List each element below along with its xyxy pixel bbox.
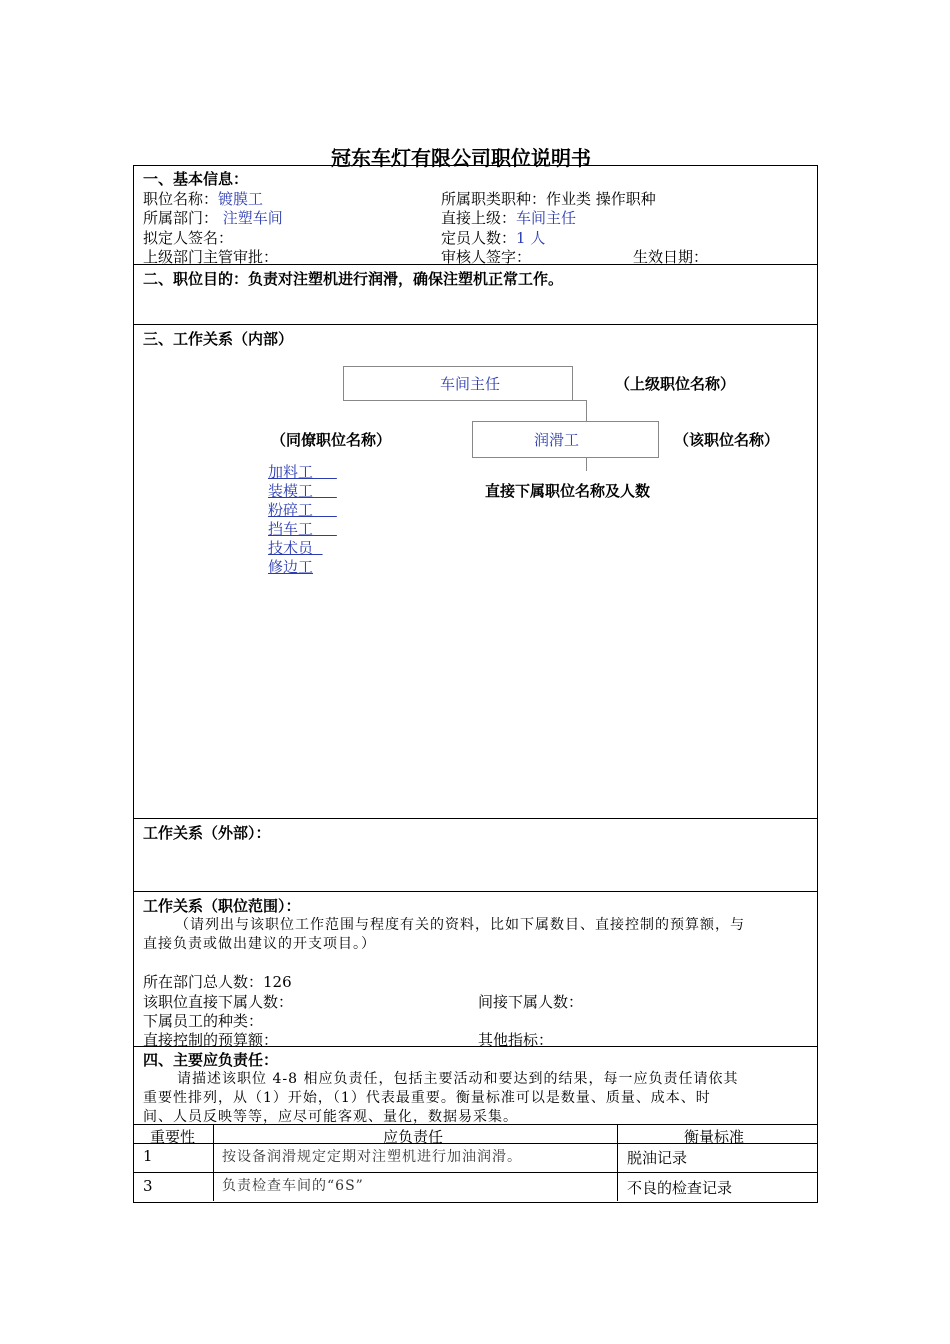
org-box-border — [572, 366, 573, 400]
department-field — [143, 207, 283, 228]
row-rank: 1 — [143, 1147, 153, 1165]
superior-value: 车间主任 — [516, 209, 577, 227]
other-label: 其他指标： — [478, 1031, 554, 1049]
scope-instruction: 直接负责或做出建议的开支项目。） — [143, 936, 376, 952]
org-box-border — [472, 421, 659, 422]
headcount-label: 定员人数： — [441, 229, 517, 247]
duties-description: 间、人员反映等等，应尽可能客观、量化，数据易采集。 — [143, 1109, 518, 1125]
org-box-border — [472, 421, 473, 458]
effective-date-label: 生效日期： — [633, 248, 709, 266]
duties-description: 请描述该职位 4-8 相应负责任，包括主要活动和要达到的结果，每一应负责任请依其 — [177, 1071, 739, 1087]
column-header-duty: 应负责任 — [383, 1128, 444, 1146]
org-box-border — [472, 457, 659, 458]
superior-field — [441, 207, 576, 228]
org-box-border — [343, 366, 344, 400]
category-value: 作业类 操作职种 — [546, 190, 656, 208]
self-caption: （该职位名称） — [674, 431, 780, 449]
org-connector — [586, 400, 587, 422]
scope-instruction: （请列出与该职位工作范围与程度有关的资料，比如下属数目、直接控制的预算额，与 — [175, 917, 745, 933]
budget-label: 直接控制的预算额： — [143, 1031, 279, 1049]
drafter-label: 拟定人签名： — [143, 229, 234, 247]
divider — [133, 324, 817, 325]
org-connector — [343, 400, 587, 401]
duties-heading: 四、主要应负责任： — [143, 1051, 279, 1069]
superior-position-box: 车间主任 — [440, 375, 501, 393]
position-name-label: 职位名称： — [143, 190, 219, 208]
peer-link[interactable]: 加料工 — [268, 463, 314, 481]
superior-label: 直接上级： — [441, 209, 517, 227]
category-field — [441, 188, 656, 209]
purpose-text: 二、职位目的：负责对注塑机进行润滑，确保注塑机正常工作。 — [143, 270, 564, 288]
superior-caption: （上级职位名称） — [615, 375, 736, 393]
subordinate-caption: 直接下属职位名称及人数 — [485, 482, 651, 500]
org-box-border — [658, 421, 659, 458]
divider — [133, 1172, 817, 1173]
internal-relations-heading: 三、工作关系（内部） — [143, 330, 294, 348]
position-name-field — [143, 188, 263, 209]
basic-info-heading: 一、基本信息： — [143, 170, 249, 188]
peer-link[interactable]: 挡车工 — [268, 520, 314, 538]
column-header-rank: 重要性 — [150, 1128, 196, 1146]
headcount-field — [441, 227, 545, 248]
column-header-measure: 衡量标准 — [684, 1128, 745, 1146]
dept-total-label: 所在部门总人数：126 — [143, 973, 292, 991]
self-position-box: 润滑工 — [534, 431, 580, 449]
position-name-value: 镀膜工 — [218, 190, 264, 208]
duties-description: 重要性排列，从（1）开始，（1）代表最重要。衡量标准可以是数量、质量、成本、时 — [143, 1090, 711, 1106]
reviewer-label: 审核人签字： — [441, 248, 532, 266]
scope-heading: 工作关系（职位范围）： — [143, 897, 301, 915]
category-label: 所属职类职种： — [441, 190, 547, 208]
direct-sub-label: 该职位直接下属人数： — [143, 993, 294, 1011]
peer-link[interactable]: 修边工 — [268, 558, 314, 576]
column-divider — [213, 1124, 214, 1201]
column-divider — [617, 1124, 618, 1201]
peer-link[interactable]: 技术员 — [268, 539, 314, 557]
row-duty: 按设备润滑规定定期对注塑机进行加油润滑。 — [222, 1149, 522, 1165]
peer-caption: （同僚职位名称） — [271, 431, 392, 449]
department-label: 所属部门： — [143, 209, 219, 227]
sub-types-label: 下属员工的种类： — [143, 1012, 264, 1030]
org-box-border — [343, 366, 572, 367]
headcount-value: 1 人 — [516, 229, 546, 247]
peer-link[interactable]: 装模工 — [268, 482, 314, 500]
row-measure: 脱油记录 — [627, 1149, 688, 1167]
peer-link[interactable]: 粉碎工 — [268, 501, 314, 519]
divider — [133, 818, 817, 819]
org-connector — [586, 457, 587, 471]
row-measure: 不良的检查记录 — [627, 1179, 733, 1197]
approval-label: 上级部门主管审批： — [143, 248, 279, 266]
document-title: 冠东车灯有限公司职位说明书 — [331, 146, 591, 170]
department-value: 注塑车间 — [222, 209, 283, 227]
indirect-sub-label: 间接下属人数： — [478, 993, 584, 1011]
external-relations-heading: 工作关系（外部）： — [143, 824, 271, 842]
divider — [133, 891, 817, 892]
row-duty: 负责检查车间的“6S” — [222, 1178, 364, 1194]
row-rank: 3 — [143, 1177, 153, 1195]
